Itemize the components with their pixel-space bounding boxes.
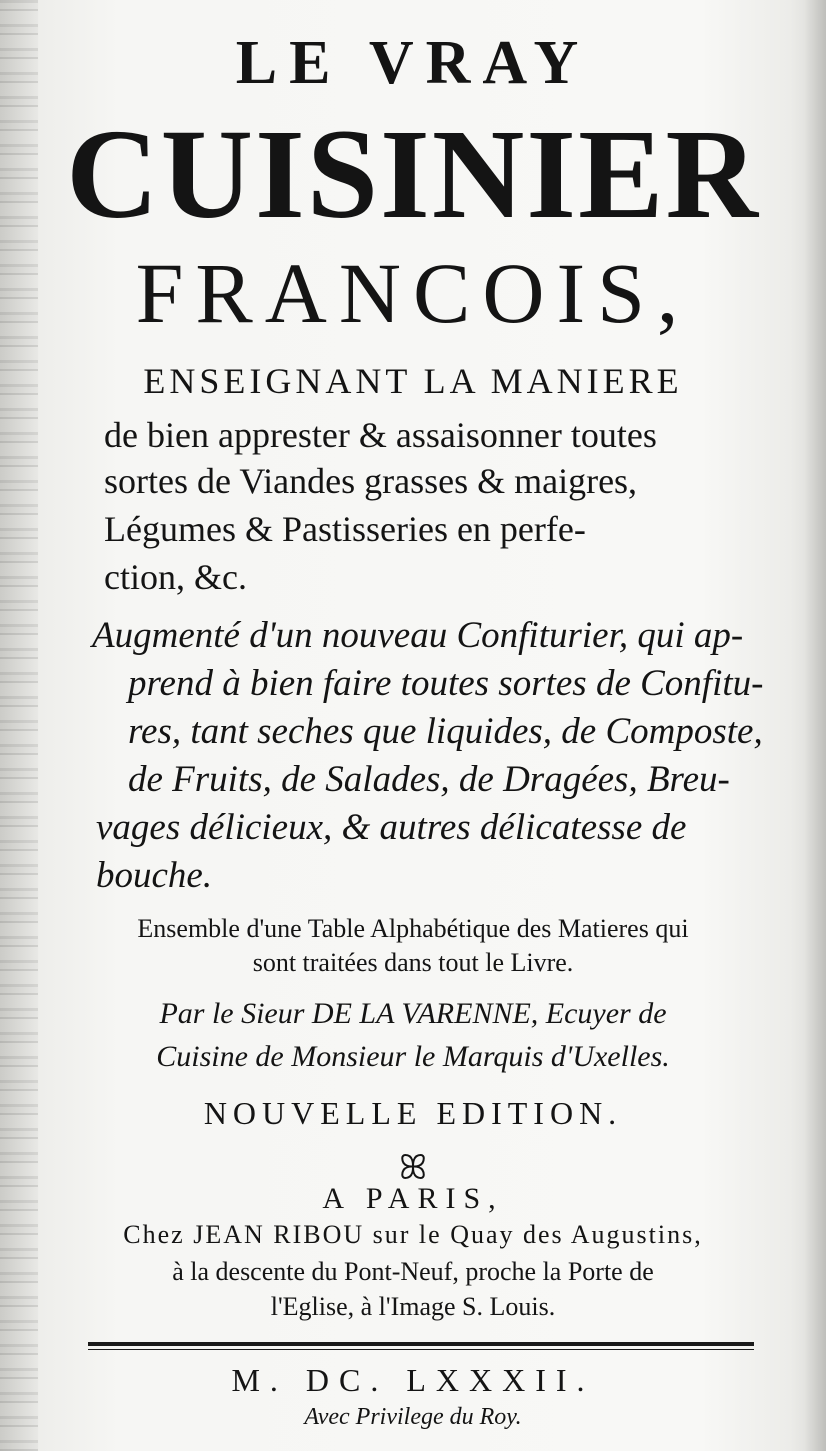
- imprint-city: A PARIS,: [322, 1182, 504, 1215]
- double-rule-thin: [88, 1349, 754, 1350]
- author-line-1: Par le Sieur DE LA VARENNE, Ecuyer de: [159, 997, 667, 1030]
- title-line-3: FRANCOIS,: [135, 245, 691, 341]
- fleuron-ornament-icon: ꕤ: [398, 1150, 428, 1187]
- subtitle-line-4: ction, &c.: [104, 557, 247, 597]
- author-line-2: Cuisine de Monsieur le Marquis d'Uxelles.: [156, 1040, 670, 1073]
- table-line-1: Ensemble d'une Table Alphabétique des Matieres qui: [137, 914, 689, 943]
- privilege-notice: Avec Privilege du Roy.: [304, 1404, 522, 1430]
- imprint-address-2: l'Eglise, à l'Image S. Louis.: [270, 1292, 556, 1321]
- double-rule-thick: [88, 1342, 754, 1346]
- table-line-2: sont traitées dans tout le Livre.: [252, 948, 574, 977]
- title-line-1: LE VRAY: [235, 29, 591, 97]
- augmente-line-2: prend à bien faire toutes sortes de Confitu-: [128, 663, 764, 704]
- publication-date: M. DC. LXXXII.: [231, 1362, 595, 1398]
- imprint-publisher: Chez JEAN RIBOU sur le Quay des Augustins,: [123, 1220, 703, 1249]
- subtitle-line-3: Légumes & Pastisseries en perfe-: [104, 509, 586, 549]
- augmente-line-6: bouche.: [96, 855, 213, 896]
- subtitle-line-2: sortes de Viandes grasses & maigres,: [104, 461, 638, 501]
- subtitle-heading: ENSEIGNANT LA MANIERE: [143, 361, 683, 401]
- augmente-line-3: res, tant seches que liquides, de Composte,: [128, 711, 763, 752]
- title-line-2: CUISINIER: [66, 103, 760, 245]
- edition-label: NOUVELLE EDITION.: [203, 1095, 623, 1131]
- augmente-line-1: Augmenté d'un nouveau Confiturier, qui ap-: [92, 615, 744, 656]
- augmente-line-5: vages délicieux, & autres délicatesse de: [96, 807, 687, 848]
- augmente-line-4: de Fruits, de Salades, de Dragées, Breu-: [128, 759, 730, 800]
- subtitle-line-1: de bien apprester & assaisonner toutes: [104, 415, 657, 455]
- imprint-address-1: à la descente du Pont-Neuf, proche la Porte de: [172, 1257, 654, 1286]
